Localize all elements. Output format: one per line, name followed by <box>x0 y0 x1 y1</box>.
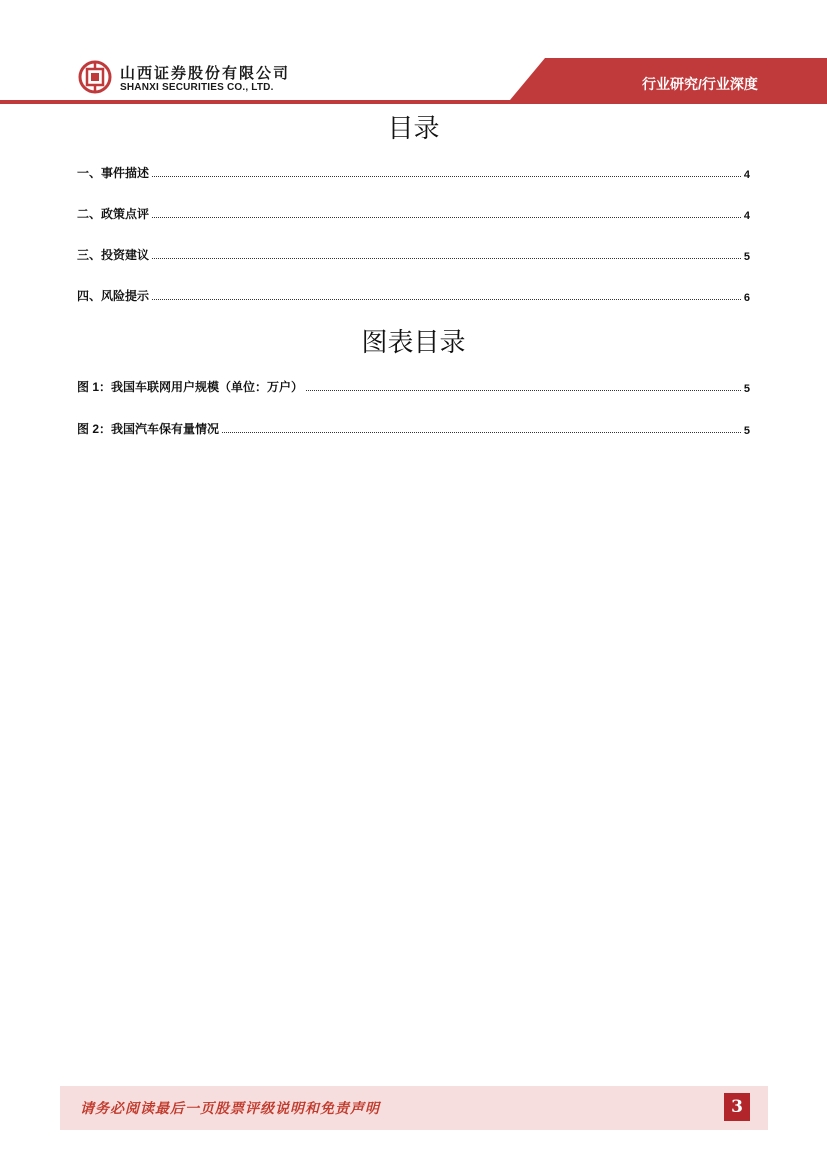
page-number: 3 <box>724 1093 750 1121</box>
toc-leader-dots <box>152 216 741 218</box>
figure-list-title: 图表目录 <box>361 328 466 358</box>
shanxi-securities-logo-icon <box>78 60 112 94</box>
toc-leader-dots <box>152 298 741 300</box>
toc-entry-label: 一、事件描述 <box>77 166 150 180</box>
toc-entry-page: 6 <box>743 292 750 304</box>
toc-entry-page: 5 <box>743 251 750 263</box>
toc-entry-label: 三、投资建议 <box>77 248 150 262</box>
page-footer <box>60 1086 768 1130</box>
toc-entry-label: 四、风险提示 <box>77 289 150 303</box>
page-header <box>0 0 827 110</box>
toc-entry[interactable] <box>77 245 750 263</box>
toc-entry[interactable] <box>77 163 750 181</box>
figure-entry-label: 图 2：我国汽车保有量情况 <box>77 422 220 436</box>
toc-entry-page: 4 <box>743 169 750 181</box>
company-name-en: SHANXI SECURITIES CO., LTD. <box>120 82 274 93</box>
company-name-cn: 山西证券股份有限公司 <box>120 65 291 82</box>
toc-entry-label: 二、政策点评 <box>77 207 150 221</box>
report-type-label: 行业研究/行业深度 <box>642 76 758 92</box>
figure-entry[interactable] <box>77 419 750 437</box>
disclaimer-notice: 请务必阅读最后一页股票评级说明和免责声明 <box>80 1101 380 1117</box>
toc-title: 目录 <box>387 114 440 144</box>
figure-entry-page: 5 <box>743 425 750 437</box>
toc-entry[interactable] <box>77 286 750 304</box>
figure-entry[interactable] <box>77 377 750 395</box>
toc-leader-dots <box>222 431 741 433</box>
figure-entry-label: 图 1：我国车联网用户规模（单位：万户） <box>77 380 304 394</box>
figure-entry-page: 5 <box>743 383 750 395</box>
toc-entry-page: 4 <box>743 210 750 222</box>
toc-leader-dots <box>306 389 741 391</box>
toc-entry[interactable] <box>77 204 750 222</box>
toc-leader-dots <box>152 175 741 177</box>
toc-leader-dots <box>152 257 741 259</box>
